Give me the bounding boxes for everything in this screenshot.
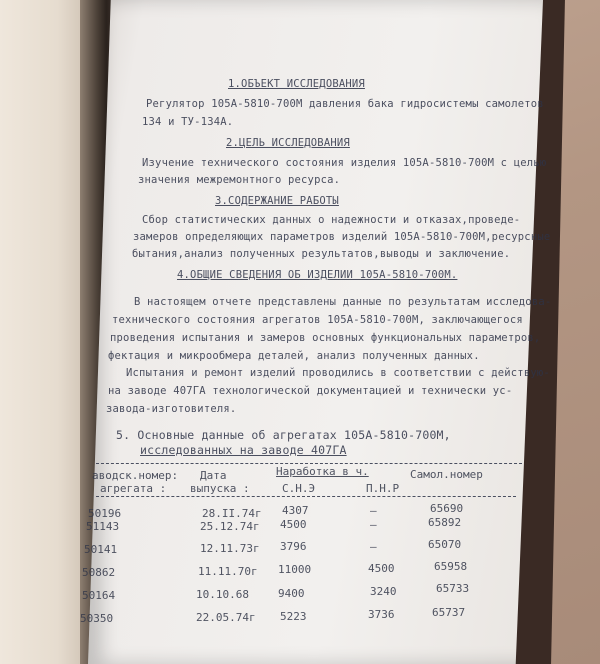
section-2-line-2: значения межремонтного ресурса. (138, 174, 341, 186)
row-4-pnr: 4500 (368, 562, 395, 575)
row-4-plane: 65958 (434, 560, 468, 573)
row-1-date: 28.II.74г (202, 507, 262, 520)
section-4-line-7: завода-изготовителя. (106, 403, 237, 415)
header-date-1: Дата (200, 469, 227, 482)
table-title-line-1: 5. Основные данные об агрегатах 105А-5810-700М, (116, 428, 451, 442)
row-1-pnr: – (370, 504, 377, 517)
row-4-serial: 50862 (82, 566, 116, 579)
row-5-pnr: 3240 (370, 585, 397, 598)
row-2-date: 25.12.74г (200, 520, 260, 533)
header-plane: Самол.номер (410, 468, 483, 481)
row-6-plane: 65737 (432, 606, 466, 619)
row-6-sne: 5223 (280, 610, 307, 623)
section-2-heading: 2.ЦЕЛЬ ИССЛЕДОВАНИЯ (226, 137, 350, 149)
section-4-line-6: на заводе 407ГА технологической документацией и технически ус- (108, 385, 513, 397)
row-3-pnr: – (370, 540, 377, 553)
header-pnr: П.Н.Р (366, 482, 400, 495)
row-1-serial: 50196 (88, 507, 122, 520)
row-2-pnr: – (370, 518, 377, 531)
header-serial-2: агрегата : (100, 482, 167, 495)
header-serial-1: аводск.номер: (92, 469, 179, 482)
row-4-sne: 11000 (278, 563, 312, 576)
section-4-line-5: Испытания и ремонт изделий проводились в соответствии с действую- (126, 367, 550, 379)
row-5-serial: 50164 (82, 589, 116, 602)
section-4-heading: 4.ОБЩИЕ СВЕДЕНИЯ ОБ ИЗДЕЛИИ 105А-5810-700М. (177, 269, 458, 281)
table-title-line-2: исследованных на заводе 407ГА (140, 443, 347, 457)
row-6-pnr: 3736 (368, 608, 395, 621)
row-6-serial: 50350 (80, 612, 114, 625)
row-6-date: 22.05.74г (196, 611, 256, 624)
row-3-plane: 65070 (428, 538, 462, 551)
section-4-line-4: фектация и микрообмера деталей, анализ полученных данных. (108, 350, 480, 362)
row-5-date: 10.10.68 (196, 588, 249, 601)
section-3-line-2: замеров определяющих параметров изделий 105А-5810-700М,ресурсные (133, 231, 551, 243)
header-sne: С.Н.Э (282, 482, 316, 495)
table-top-rule (96, 463, 522, 464)
row-3-serial: 50141 (84, 543, 118, 556)
section-1-heading: 1.ОБЪЕКТ ИССЛЕДОВАНИЯ (228, 78, 365, 90)
row-3-date: 12.11.73г (200, 542, 260, 555)
row-2-plane: 65892 (428, 516, 462, 529)
header-hours: Наработка в ч. (276, 465, 369, 478)
section-3-heading: 3.СОДЕРЖАНИЕ РАБОТЫ (215, 195, 339, 207)
section-4-line-1: В настоящем отчете представлены данные по результатам исследова- (134, 296, 552, 308)
row-2-serial: 51143 (86, 520, 120, 533)
section-4-line-2: технического состояния агрегатов 105А-5810-700М, заключающегося (112, 314, 523, 326)
row-4-date: 11.11.70г (198, 565, 258, 578)
row-1-plane: 65690 (430, 502, 464, 515)
row-5-sne: 9400 (278, 587, 305, 600)
section-1-line-2: 134 и ТУ-134А. (142, 116, 234, 128)
section-4-line-3: проведения испытания и замеров основных функциональных параметров, (110, 332, 541, 344)
table-header-rule (96, 496, 516, 497)
header-date-2: выпуска : (190, 482, 250, 495)
section-3-line-1: Сбор статистических данных о надежности и отказах,проведе- (142, 214, 521, 226)
section-2-line-1: Изучение технического состояния изделия 105А-5810-700М с целью (142, 157, 547, 169)
row-2-sne: 4500 (280, 518, 307, 531)
row-1-sne: 4307 (282, 504, 309, 517)
row-5-plane: 65733 (436, 582, 470, 595)
section-1-line-1: Регулятор 105А-5810-700М давления бака гидросистемы самолетов (146, 98, 544, 110)
section-3-line-3: бытания,анализ полученных результатов,выводы и заключение. (132, 248, 511, 260)
row-3-sne: 3796 (280, 540, 307, 553)
